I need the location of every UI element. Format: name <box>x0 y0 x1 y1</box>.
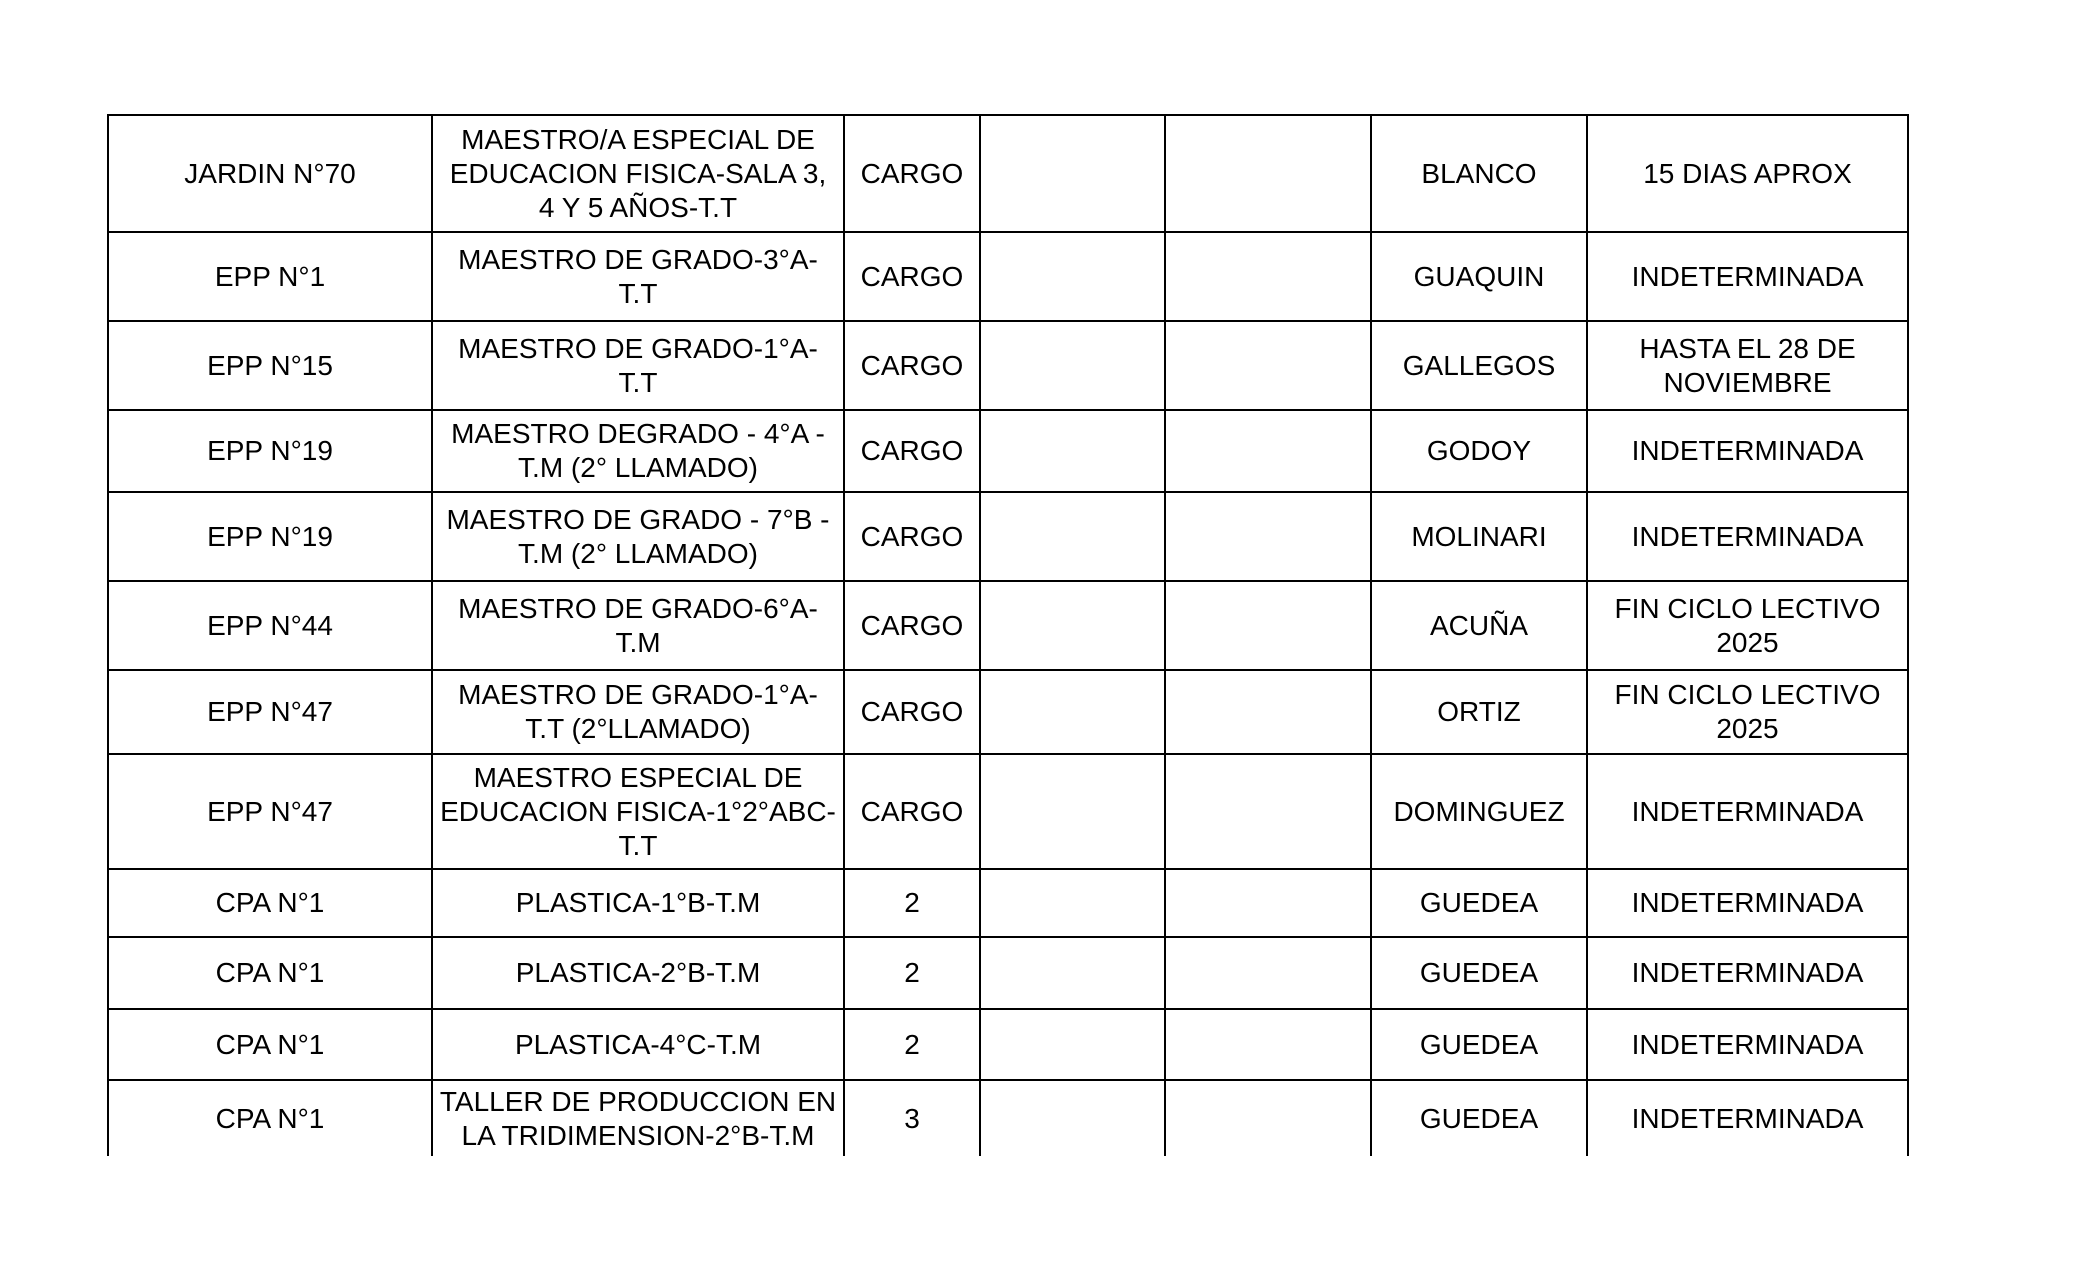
position-cell: MAESTRO DE GRADO - 7°B - T.M (2° LLAMADO) <box>432 492 844 581</box>
table-row <box>108 492 1908 581</box>
table-row <box>108 1009 1908 1080</box>
school-cell: EPP N°47 <box>108 754 432 869</box>
replaced-teacher-cell: GALLEGOS <box>1371 321 1587 410</box>
replaced-teacher-cell: GUAQUIN <box>1371 232 1587 321</box>
position-cell: PLASTICA-2°B-T.M <box>432 937 844 1009</box>
table-row <box>108 115 1908 232</box>
hours-cell: 2 <box>844 869 980 937</box>
school-cell: EPP N°15 <box>108 321 432 410</box>
replaced-teacher-cell: MOLINARI <box>1371 492 1587 581</box>
position-cell: PLASTICA-4°C-T.M <box>432 1009 844 1080</box>
table-row <box>108 937 1908 1009</box>
empty-cell <box>1165 670 1371 754</box>
duration-cell: INDETERMINADA <box>1587 1009 1908 1080</box>
empty-cell <box>1165 1080 1371 1156</box>
table-row <box>108 410 1908 492</box>
vacancies-table <box>107 114 1909 1156</box>
empty-cell <box>1165 321 1371 410</box>
table-row <box>108 321 1908 410</box>
school-cell: CPA N°1 <box>108 869 432 937</box>
replaced-teacher-cell: GUEDEA <box>1371 1080 1587 1156</box>
replaced-teacher-cell: GUEDEA <box>1371 1009 1587 1080</box>
duration-cell: INDETERMINADA <box>1587 492 1908 581</box>
hours-cell: CARGO <box>844 581 980 670</box>
empty-cell <box>980 232 1165 321</box>
empty-cell <box>980 581 1165 670</box>
empty-cell <box>980 115 1165 232</box>
school-cell: CPA N°1 <box>108 937 432 1009</box>
hours-cell: CARGO <box>844 321 980 410</box>
school-cell: EPP N°1 <box>108 232 432 321</box>
hours-cell: CARGO <box>844 492 980 581</box>
duration-cell: FIN CICLO LECTIVO 2025 <box>1587 581 1908 670</box>
replaced-teacher-cell: BLANCO <box>1371 115 1587 232</box>
hours-cell: 2 <box>844 937 980 1009</box>
duration-cell: INDETERMINADA <box>1587 937 1908 1009</box>
position-cell: MAESTRO DE GRADO-6°A-T.M <box>432 581 844 670</box>
hours-cell: 2 <box>844 1009 980 1080</box>
position-cell: PLASTICA-1°B-T.M <box>432 869 844 937</box>
hours-cell: CARGO <box>844 115 980 232</box>
replaced-teacher-cell: GODOY <box>1371 410 1587 492</box>
position-cell: MAESTRO DE GRADO-1°A-T.T (2°LLAMADO) <box>432 670 844 754</box>
replaced-teacher-cell: GUEDEA <box>1371 937 1587 1009</box>
duration-cell: INDETERMINADA <box>1587 232 1908 321</box>
duration-cell: FIN CICLO LECTIVO 2025 <box>1587 670 1908 754</box>
position-cell: MAESTRO ESPECIAL DE EDUCACION FISICA-1°2°ABC-T.T <box>432 754 844 869</box>
empty-cell <box>1165 1009 1371 1080</box>
school-cell: EPP N°19 <box>108 492 432 581</box>
position-cell: TALLER DE PRODUCCION EN LA TRIDIMENSION-2°B-T.M <box>432 1080 844 1156</box>
duration-cell: INDETERMINADA <box>1587 869 1908 937</box>
empty-cell <box>1165 492 1371 581</box>
position-cell: MAESTRO DEGRADO - 4°A - T.M (2° LLAMADO) <box>432 410 844 492</box>
empty-cell <box>1165 937 1371 1009</box>
replaced-teacher-cell: GUEDEA <box>1371 869 1587 937</box>
table-row <box>108 581 1908 670</box>
replaced-teacher-cell: ORTIZ <box>1371 670 1587 754</box>
empty-cell <box>1165 581 1371 670</box>
table-row <box>108 670 1908 754</box>
empty-cell <box>980 321 1165 410</box>
empty-cell <box>1165 115 1371 232</box>
empty-cell <box>980 754 1165 869</box>
hours-cell: CARGO <box>844 670 980 754</box>
empty-cell <box>1165 869 1371 937</box>
table-row <box>108 232 1908 321</box>
empty-cell <box>980 410 1165 492</box>
school-cell: CPA N°1 <box>108 1009 432 1080</box>
empty-cell <box>1165 754 1371 869</box>
replaced-teacher-cell: DOMINGUEZ <box>1371 754 1587 869</box>
duration-cell: HASTA EL 28 DE NOVIEMBRE <box>1587 321 1908 410</box>
hours-cell: 3 <box>844 1080 980 1156</box>
duration-cell: INDETERMINADA <box>1587 754 1908 869</box>
empty-cell <box>1165 410 1371 492</box>
school-cell: EPP N°47 <box>108 670 432 754</box>
empty-cell <box>980 670 1165 754</box>
position-cell: MAESTRO/A ESPECIAL DE EDUCACION FISICA-SALA 3, 4 Y 5 AÑOS-T.T <box>432 115 844 232</box>
school-cell: CPA N°1 <box>108 1080 432 1156</box>
duration-cell: 15 DIAS APROX <box>1587 115 1908 232</box>
empty-cell <box>980 1080 1165 1156</box>
empty-cell <box>980 869 1165 937</box>
empty-cell <box>1165 232 1371 321</box>
table-row <box>108 754 1908 869</box>
hours-cell: CARGO <box>844 232 980 321</box>
empty-cell <box>980 1009 1165 1080</box>
table-row <box>108 1080 1908 1156</box>
school-cell: EPP N°44 <box>108 581 432 670</box>
position-cell: MAESTRO DE GRADO-1°A-T.T <box>432 321 844 410</box>
empty-cell <box>980 492 1165 581</box>
duration-cell: INDETERMINADA <box>1587 1080 1908 1156</box>
duration-cell: INDETERMINADA <box>1587 410 1908 492</box>
empty-cell <box>980 937 1165 1009</box>
position-cell: MAESTRO DE GRADO-3°A-T.T <box>432 232 844 321</box>
school-cell: JARDIN N°70 <box>108 115 432 232</box>
table-row <box>108 869 1908 937</box>
replaced-teacher-cell: ACUÑA <box>1371 581 1587 670</box>
hours-cell: CARGO <box>844 410 980 492</box>
school-cell: EPP N°19 <box>108 410 432 492</box>
hours-cell: CARGO <box>844 754 980 869</box>
